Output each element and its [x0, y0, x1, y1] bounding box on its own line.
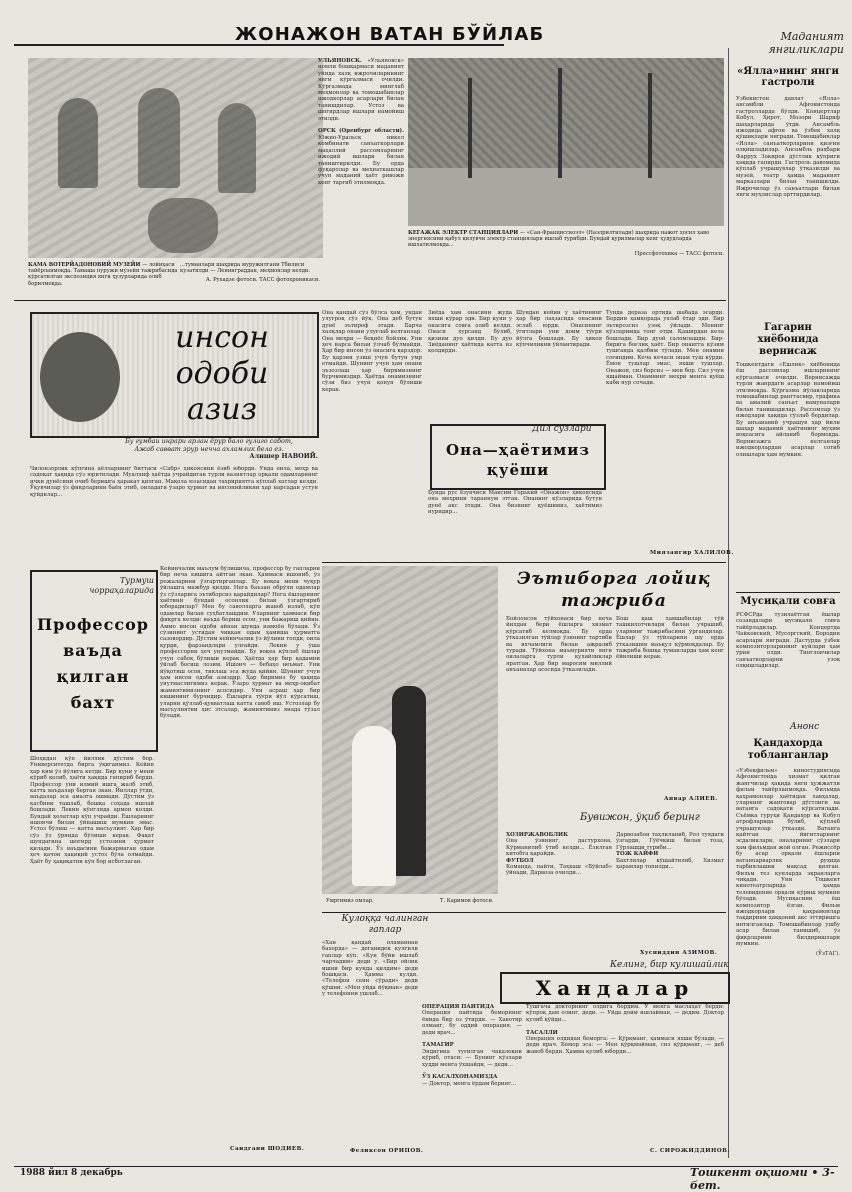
article-etiborga-col-2: Бош қаш ҳамшабилар тўй ташкилотчилари билан учрашиб, уларнинг тажрибасини ўргандилар. Ёшлар ўз тўйларини шу ерда ўтказишни маъқул кўрмоқдалар. Бу тажриба бошқа туманларда ҳам кенг ёйилиши керак. [616, 616, 724, 661]
story-col-1: Шоҳидан кўп йиллик дўстим бор. Университетда бирга ўқиганмиз. Кейин ҳар ким ўз йўлига кетди. Бир куни у мени кўриб қолиб, ҳаёти ҳақида гапириб берди. Профессор уни илмий ишга жалб этиб, катта ваъдалар берган экан. Йиллар ўтди, ваъдалар эса амалга ошмади. Дўстим ўз касбини ташлаб, бошқа соҳада ишлай бошлади. Лекин кўнглида армон қолди. Бундай ҳолатлар кўп учрайди. Ёшларнинг ишончи билан ўйнашиш мумкин эмас. Устоз бўлиш — катта масъулият. Ҳар бир сўз ўз ўрнида бўлиши керак. Фақат шундагина шогирд устозини ҳурмат қилади. Ўз ваъдасини бажармаган одам ҳеч қачон ҳақиқий устоз бўла олмайди. Ҳаёт бу ҳақиқатни кўп бор исботлаган. [30, 756, 154, 865]
agency-uztag: (ЎзТАГ). [815, 951, 840, 958]
buvijon-section-1: ХОЗИРЖАВОБЛИК [506, 832, 568, 838]
headline-music-gift: Мусиқали совға [740, 596, 836, 607]
caption-agency: А. Рухадзе фотоси. ТАСС фотохроникаси. [205, 277, 320, 284]
epigraph-line-2: Ажаб савват эрур нечча ахламлик бела ез. [134, 444, 284, 453]
article-gagarin: Тошкентдаги «Ёшлик» хиёбонида ёш рассомлар ишларининг кўргазмаси очилди. Вернисажда турли жанрдаги асарлар намойиш этилмоқда. Кўргазма йўлакларида томошабинлар рангтасвир, графика ва амалий санъат намуналари билан танишадилар. Рассомлар ўз ижодлари ҳақида сўзлаб бердилар. Бу анъанавий учрашув ҳар йили шаҳар маданий ҳаётининг муҳим воқеасига айланиб бормоқда. Вернисажга келганлар ижодкорлардан асарлар сотиб олишлари ҳам мумкин. [736, 362, 840, 458]
khandalar-section-4: ЎЗ КАСАЛХОНАМИЗДА [422, 1074, 498, 1081]
rubric-culture-news: Маданият янгиликлари [768, 30, 844, 56]
divider-etiborga [322, 562, 726, 563]
epigraph-line-1: Бу гумбаи инрари арлан ёрур бало гулиго сабот, [125, 437, 293, 445]
kulokka-title: Кулоққа чалинган гаплар [341, 914, 429, 935]
article-buvijon-col-2: Дарвозабон таҳлиланиб, Рол туядаги ўзгарди, Гўёчқиш билан тоза, Гўрлашди туриби... ТОЖ КАЙФИ Бахтлилар кўшайтилиб, Хизмат ҳарамлар топилди... [616, 832, 724, 871]
groom-figure [392, 686, 426, 876]
article-dil: Бунда рус ёзувчиси Максим Горький «Онажон» ҳикоясида она меҳрини тараннум этган. Онанинг кўзларида бутун дунё акс этади. Она бизнинг қуёшимиз, ҳаётимиз нуридир... [428, 490, 602, 516]
kulokka-author: Феликсон ОРИПОВ. [350, 1148, 424, 1154]
khandalar-title-box [500, 972, 730, 1004]
khandalar-author: С. СИРОЖИДДИНОВ. [650, 1148, 730, 1154]
article-music-gift: РСФСРда тузилаётган ёшлар созандалари мусиқали совға тайёрладилар. Концертда Чайковский, Мусоргский, Бородин асарлари янгради. Дастурда ўзбек композиторларининг куйлари ҳам ўрин олди. Тингловчилар санъаткорларни узоқ олқишладилар. [736, 612, 840, 670]
ornate-banner [30, 312, 319, 438]
buvijon-section-3: ТОЖ КАЙФИ [616, 851, 659, 858]
story-title: Профессор ваъда қилган бахт [37, 615, 149, 712]
article-khandalar-col-2: Тушгача докторнинг олдига бордим. У менга маслаҳат берди: кўпроқ дам олинг, деди. — Уйда доим ишлайман, — дедим. Доктор кулиб қўйди... ТАСАЛЛИ Операция олдидан беморга: — Қўрқманг, ҳаммаси яхши бўлади, — деди врач. Бемор эса: — Мен қўрқмайман, сиз қўрқманг, — деб жавоб берди. Ҳамма кулиб юборди... [526, 1004, 724, 1055]
article-buvijon-col-1: ХОЗИРЖАВОБЛИК Она ўзининг, дастурхона, Кўрманилиб ўтиб келди... Ёзилган китобга қарайди. ФУТБОЛ Команда, пайти, Таҳкаш «Бўйлаб» ўйнади, Дарвоза очилди... [506, 832, 612, 877]
dateline-ulyanovsk: УЛЬЯНОВСК. [318, 58, 362, 64]
buvijon-author: Хусниддин АЗИМОВ. [640, 950, 718, 956]
footer-date: 1988 йил 8 декабрь [20, 1168, 123, 1178]
dil-title-box [430, 424, 606, 490]
story-col-2: Кейинчалик маълум бўлишича, профессор бу гапларни бир неча кишига айтган экан. Ҳаммаси ишониб, ўз режаларини ўзгартирганлар. Бу воқеа мени чуқур ўйлашга мажбур қилди. Нега баъзан обрўли одамлар ўз сўзларига эътиборсиз қарайдилар? Нега ёшларнинг ҳаётини бундай осонлик билан ўзгартириб юборадилар? Мен бу саволларга жавоб излаб, кўп одамлар билан суҳбатлашдим. Уларнинг ҳаммаси бир фикрга келди: ваъда бериш осон, уни бажариш қийин. Аммо инсон одоби айнан шунда намоён бўлади. Ўз сўзининг устидан чиққан одам ҳамиша ҳурматга сазовордир. Дўстим кейинчалик ўз йўлини топди, оила қурди, фарзандлари улғайди. Лекин у ўша профессорни ҳеч унутмайди. Бу воқеа кўплаб ёшлар учун сабоқ бўлиши керак. Ҳаётда ҳар бир қадамни ўйлаб босиш лозим. Ишонч — бебаҳо неъмат. Уни йўқотиш осон, тиклаш эса жуда қийин. Шунинг учун ҳам инсон одоби азиздир. Ҳар биримиз бу ҳақида унутмаслигимиз керак. Ўзаро ҳурмат ва меҳр-оқибат жамиятимизнинг асосидир. Уни асраш ҳар бир кишининг бурчидир. Ёшларга тўғри йўл кўрсатиш, уларни қўллаб-қувватлаш катта савоб иш. Устозлар бу масъулиятни ҳис этсалар, жамиятимиз янада гўзал бўлади. [160, 566, 320, 720]
epigraph-author: Алишер НАВОИЙ. [249, 452, 318, 461]
khandalar-title: Хандалар [535, 976, 695, 1000]
article-kandakhorda: «Ўзбекфильм» киностудиясида Афғонистонда хизмат қилган жангчилар ҳақида янги ҳужжатли фильм тайёрланмоқда. Фильмда қаҳрамонлар ҳаётидан лавҳалар, уларнинг жанговар дўстлиги ва ватанга садоқати кўрсатилади. Съёмка гуруҳи Қандаҳор ва Кобул атрофларида бўлиб, кўплаб учрашувлар ўтказди. Ватанга қайтган йигитларнинг эсдаликлари, оналарнинг сўзлари ҳам фильмдан жой олган. Режиссёр бу асар орқали ёшларни ватанпарварлик руҳида тарбиялашни мақсад қилган. Фильм тез кунларда экранларга чиқади. Уни Тошкент кинотеатрларида ҳамда телевидение орқали кўриш мумкин бўлади. Мусиқасини ёш композитор ёзган. Фильм ижодкорлари қаҳрамонлар тақдирини ҳаққоний акс эттиришга интилганлар. Томошабинлар ушбу асар билан танишиб, ўз фикрларини билдиришлари мумкин. (ЎзТАГ). [736, 768, 840, 958]
story-kicker: Турмуш чорраҳаларида [89, 576, 154, 595]
photo-caption-wedding-left: Умргимиз омлар. [326, 898, 374, 904]
article-middle-col-3: Шундан кейин у ҳаётининг ҳар бир лаҳзасида онасини эслаб юрди. Онасининг ўгитлари уни доим тўғри йўлга бошлади. Бу ҳикоя кўпчиликни ўйлантиради. [516, 310, 602, 349]
dil-author: Миязангир ХАЛИЛОВ. [650, 550, 734, 556]
photo-caption-power-station: КЕГАЖАК ЭЛЕКТР СТАНЦИЯЛАРИ — «Сан-Францисскоэл» (Наэлрилтилади) шаҳрида нажот ҳосил ҳаво энергиясини қабул қилувчи электр станциялари ишлаб турибди. Бундай қурилмалар кенг ҳудудларда ишлатилмоқда... Прессфотохика — ТАСС фотоси. [408, 230, 724, 257]
photo-museum-group [28, 58, 323, 258]
photo-wedding-couple [322, 566, 498, 894]
ornament-figure-icon [40, 332, 120, 422]
caption-kegajak-title: КЕГАЖАК ЭЛЕКТР СТАНЦИЯЛАРИ [408, 230, 519, 236]
article-etiborga-col-1: Бойлонсон тўйхонаси бир неча йилдан бери ёшларга хизмат кўрсатиб келмоқда. Бу ерда ўтказилган тўйлар ўзининг тартиби ва ихчамлиги билан ажралиб туради. Тўйхона маъмурияти янги оилаларга турли қулайликлар яратган. Ҳар бир маросим миллий анъаналар асосида ўтказилади. [506, 616, 612, 674]
divider-main [14, 300, 726, 301]
photo-power-station [408, 58, 724, 226]
dil-title: Она—ҳаётимиз қуёши [446, 441, 590, 479]
khandalar-section-2: ТАМАГИР [422, 1042, 454, 1049]
article-middle-col-4: Тунда дераза ортида шабада эсарди. Бердин ҳамқорада ухлаб ётар эди. Бир эътирозсиз узоқ ўйлади. Менинг кўзларимда тонг отди. Қаширдан кела бошлади. Бир дуой саломлашди. Бир-бирига боғлиқ ҳаёт. Бир онангга кўзим тушганда қалбим тўлади. Мен онамни соғиндим. Кеча кечаси онам туш кўрди. Ёмон тушлар эмас, яхши тушлар. Онажон, сиз борсиз — мен бор. Сиз учун яшайман. Онамнинг меҳри менга қуёш каби нур сочади. [606, 310, 724, 387]
khandalar-section-3: ТАСАЛЛИ [526, 1029, 558, 1036]
article-kulokka: «Хан қандай оламаннан бахорда» — деганидек кулгили гаплар кўп. «Кун бўйи ишлаб чарчадим» деди у. «Бир ойлик ишни бир кунда қилдим» деди бошқаси. Ҳамма кулди. «Телефон сени сўради» деди қўшни. «Мен уйда йўқман» деди у телефонни ушлаб... [322, 940, 418, 998]
rubric-anons: Анонс [790, 722, 820, 732]
bride-figure [352, 726, 396, 886]
article-middle-col-1: Она қандай сўз бўлса ҳам, ундан улуғроқ сўз йўқ. Она деб бутун дунё эътироф этади. Барча халқлар онани улуғлаб келганлар. Она меҳри — беқиёс бойлик. Уни ҳеч нарса билан ўлчаб бўлмайди. Ҳар бир инсон ўз онасига қарздор. Бу қарзни узиш учун бутун умр етмайди. Шунинг учун ҳам онани эъзозлаш ҳар биримизнинг бурчимиздир. Ҳаётда онамизнинг сўзи биз учун қонун бўлиши керак. [322, 310, 422, 393]
dateline-orsk: ОРСК (Оренбург области). [318, 128, 404, 135]
story-title-box [30, 570, 158, 752]
epigraph [100, 438, 318, 461]
dil-kicker: Дил сўзлари [532, 424, 592, 434]
divider-music [736, 592, 840, 593]
headline-gagarin: Гагарин хиёбонида вернисаж [757, 322, 819, 357]
footer-paper-page: Тошкент оқшоми • 3-бет. [690, 1166, 835, 1192]
caption-museum-title: КАМА ВОТЕРЙАДОНОВИЙ МУЗЕЙИ [28, 262, 141, 268]
section-title: ЖОНАЖОН ВАТАН БЎЙЛАБ [235, 24, 545, 45]
article-inson-intro: Чилонзорлик кўпгина аёлларнинг биттаси «Сабр» ҳикоясини ёзиб юборди. Унда оила, меҳр ва садоқат ҳақида сўз юритилади. Муаллиф ҳаётда учрайдиган турли вазиятлар орқали одамларнинг ички дунёсини очиб беришга ҳаракат қилган. Мақола юзасидан тахририятга кўплаб хатлар келди. Ўқувчилар ўз фикрларини баён этиб, оиладаги ўзаро ҳурмат ва инсонийликни ҳар нарсадан устун қўйдилар... [30, 466, 318, 498]
photo-caption-museum-right: ...туманлари шаҳрида муружилгани Тбилиси кузатилди — Ленинграддан, меҳмонлар келди. А. Рухадзе фотоси. ТАСС фотохроникаси. [180, 262, 320, 284]
etiborga-title: Эътиборга лойиқ тажриба [517, 569, 711, 611]
news-ulyanovsk-orsk: УЛЬЯНОВСК. «Ульяновск» номли бошқармаси маданият уйида халқ ижрочиларининг янги кўргазмаси очилди. Кўргазмада минглаб меҳмонлар ва томошабинлар ижодкорлар асарлари билан танишдилар. Устоз ва шогирдлар ишлари намойиш этилди. ОРСК (Оренбург области). Южно-Уральск никел комбинати санъаткорлари маҳаллий рассомларнинг ижодий ишлари билан таништирилди. Бу ерда фуқаролар ва меҳнаткашлар учун маданий ҳаёт ривожи кенг тарғиб этилмоқда. [318, 58, 404, 186]
photo-caption-wedding-right: Т. Каримов фотоси. [440, 898, 494, 904]
buvijon-section-2: ФУТБОЛ [506, 857, 534, 864]
etiborga-author: Анвар АЛИЕВ. [664, 796, 718, 802]
headline-yalla: «Ялла»нинг янги гастроли [737, 66, 839, 88]
ornate-title: инсон одоби азиз [175, 320, 269, 427]
article-khandalar-col-1: ОПЕРАЦИЯ ПАЙТИДА Операция пайтида беморнинг ёнида бир оз ўтирди. — Хавотир олманг, бу оддий операция, — деди врач... ТАМАГИР Эндигина туғилган чақалоқни кўриб, отаси: — Бунинг кўзлари худди менга ўхшайди, — деди... ЎЗ КАСАЛХОНАМИЗДА — Доктор, менга ёрдам беринг... [422, 1004, 522, 1087]
buvijon-title: Бувижон, ўқиб беринг [580, 812, 700, 823]
headline-kandakhorda: Қандахорда тобланганлар [747, 738, 829, 761]
photo-caption-museum: КАМА ВОТЕРЙАДОНОВИЙ МУЗЕЙИ — лойиҳаси тайёрланмоқда. Тамаша пуружи музейи тажрибасида кўрсатилган экспозиция янги ҳузурларида олиб борилмоқда. [28, 262, 178, 287]
story-author: Саидгани ШОДИЕВ. [230, 1146, 305, 1152]
article-yalla: Ўзбекистон давлат «Ялла» ансамбли Афғонистонда гастролларда бўлди. Концертлар Кобул, Ҳирот, Мозори Шариф шаҳарларида ўтди. Ансамбль ижодида афғон ва ўзбек халқ қўшиқлари янгради. Томошабинлар «Ялла» санъаткорларини қизғин олқишладилар. Ансамбль раҳбари Фаррух Зокиров дўстлик кўприги ҳақида гапирди. Гастроль давомида кўплаб учрашувлар ўтказилди ва музей, театр ҳамда маданият марказлари билан танишилди. Ижрочилар ўз санъатлари билан янги муҳлислар орттирдилар. [736, 96, 840, 199]
divider-kulokka [322, 912, 726, 913]
khandalar-section-1: ОПЕРАЦИЯ ПАЙТИДА [422, 1004, 495, 1010]
article-middle-col-2: Зиёда ҳам онасини жуда яхши кўрар эди. Бир куни у онасига совға олиб келди. Онаси хурсанд бўлиб, қизини дуо қилди. Бу дуо Зиёданинг ҳаётида катта из қолдирди. [428, 310, 512, 355]
kelin-title: Келинг, бир кулишайлик [610, 960, 729, 970]
caption-kegajak-agency: Прессфотохика — ТАСС фотоси. [634, 250, 724, 257]
